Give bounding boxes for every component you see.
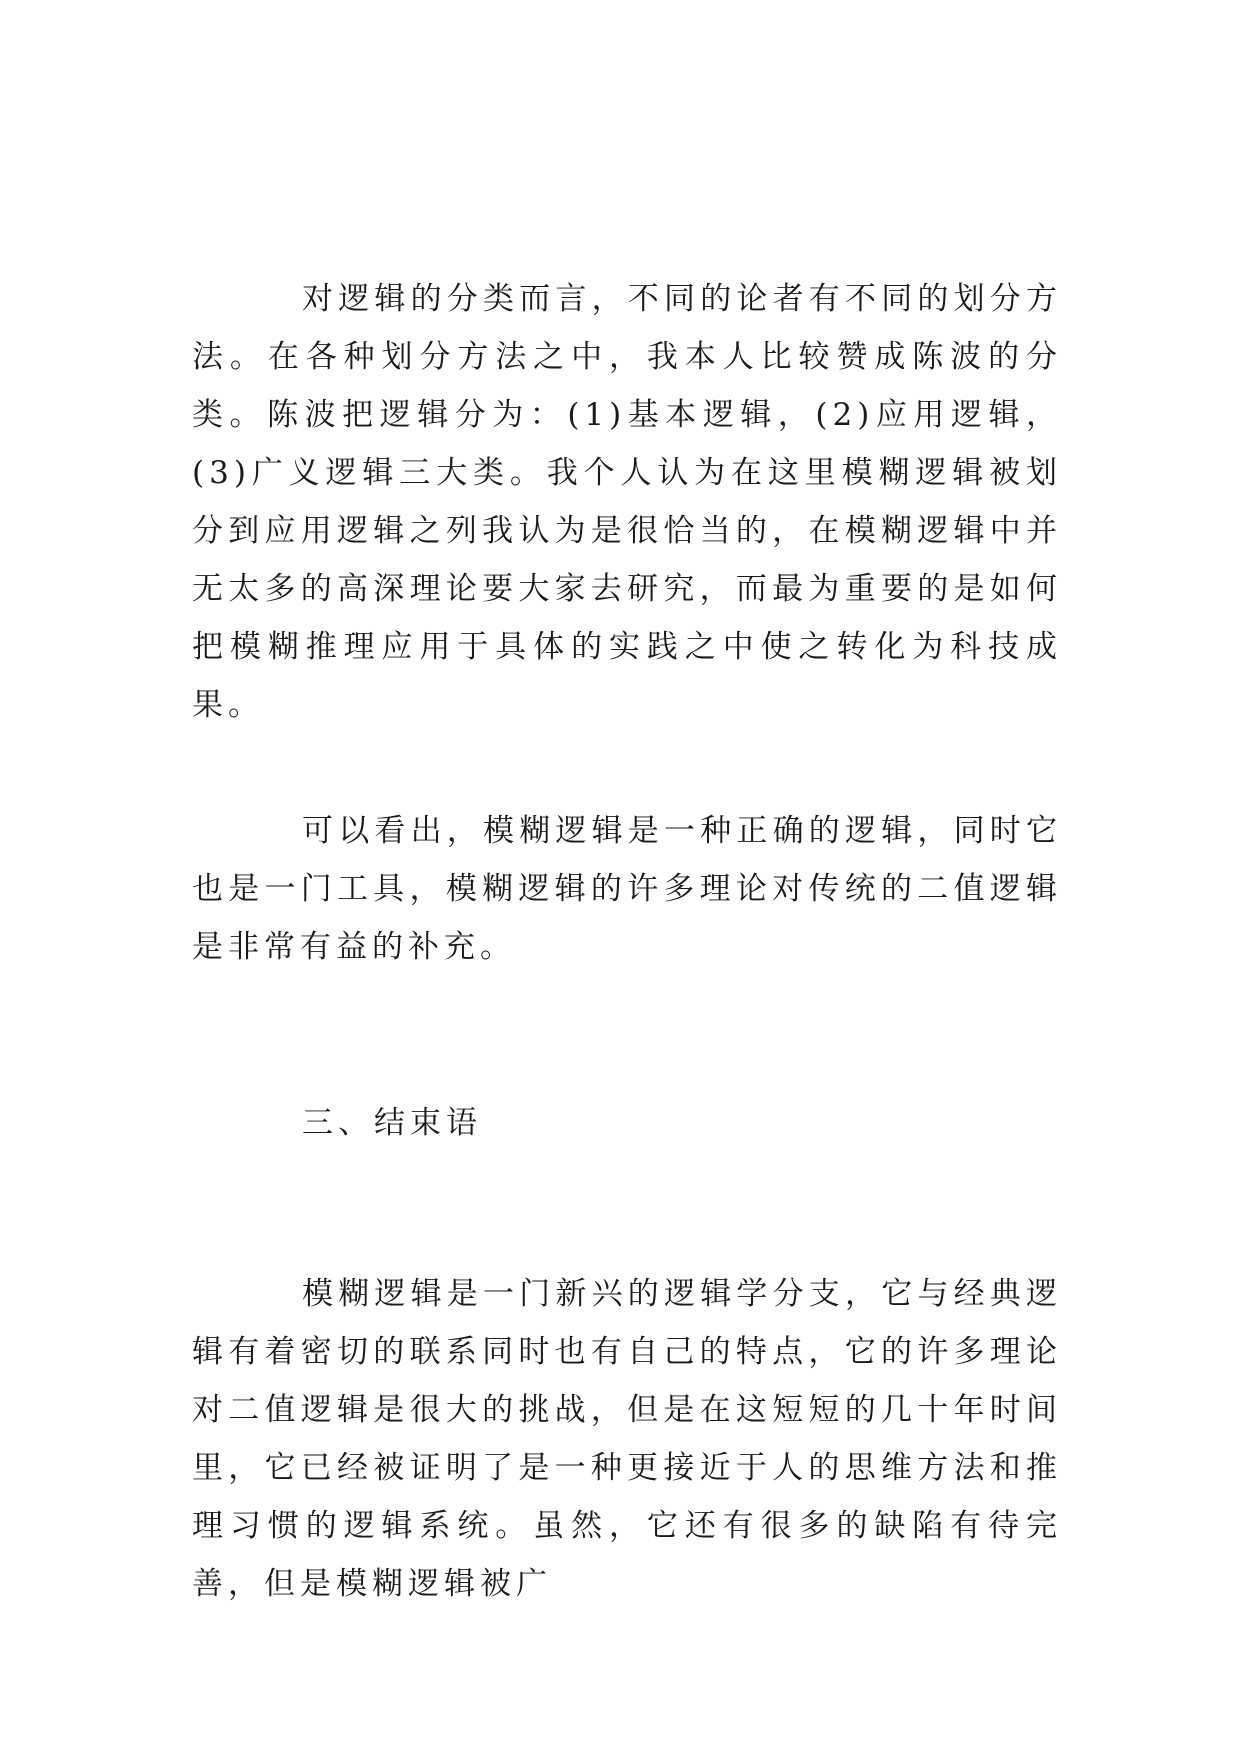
paragraph-conclusion: 模糊逻辑是一门新兴的逻辑学分支，它与经典逻辑有着密切的联系同时也有自己的特点，它的许多理论对二值逻辑是很大的挑战，但是在这短短的几十年时间里，它已经被证明了是一种更接近于人的思维方法和推理习惯的逻辑系统。虽然，它还有很多的缺陷有待完善，但是模糊逻辑被广 [192,1276,1062,1602]
paragraph-logic-classification: 对逻辑的分类而言，不同的论者有不同的划分方法。在各种划分方法之中，我本人比较赞成陈波的分类。陈波把逻辑分为：(1)基本逻辑，(2)应用逻辑，(3)广义逻辑三大类。我个人认为在这里模糊逻辑被划分到应用逻辑之列我认为是很恰当的，在模糊逻辑中并无太多的高深理论要大家去研究，而最为重要的是如何把模糊推理应用于具体的实践之中使之转化为科技成果。 [192,281,1062,723]
section-heading-conclusion: 三、结束语 [302,1105,482,1141]
paragraph-fuzzy-logic-tool: 可以看出，模糊逻辑是一种正确的逻辑，同时它也是一门工具，模糊逻辑的许多理论对传统的二值逻辑是非常有益的补充。 [192,813,1062,965]
